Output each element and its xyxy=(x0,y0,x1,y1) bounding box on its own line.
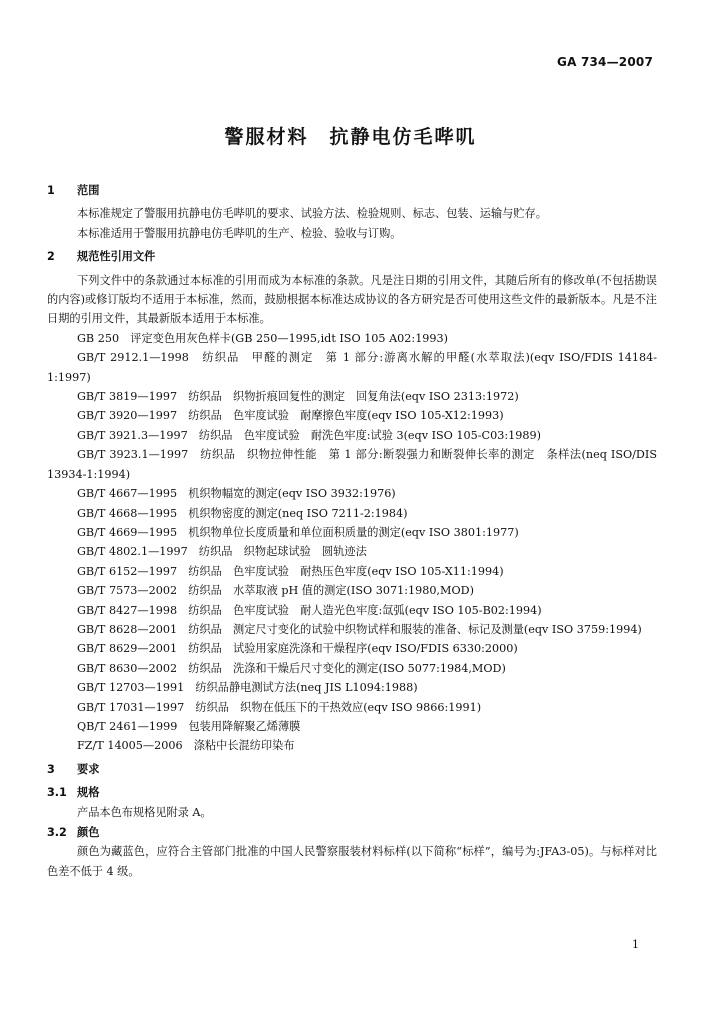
subsection-heading xyxy=(47,823,657,842)
reference-item: GB/T 3921.3—1997 纺织品 色牢度试验 耐洗色牢度:试验 3(eqv ISO 105-C03:1989) xyxy=(77,428,541,442)
reference-item: GB/T 6152—1997 纺织品 色牢度试验 耐热压色牢度(eqv ISO 105-X11:1994) xyxy=(77,564,504,578)
paragraph: 本标准适用于警服用抗静电仿毛哔叽的生产、检验、验收与订购。 xyxy=(77,226,402,240)
section-heading xyxy=(47,181,657,200)
document-body xyxy=(47,176,657,881)
page-number: 1 xyxy=(632,938,639,951)
reference-item: GB/T 8629—2001 纺织品 试验用家庭洗涤和干燥程序(eqv ISO/FDIS 6330:2000) xyxy=(77,642,518,656)
section-title: 规范性引用文件 xyxy=(77,250,156,264)
reference-item: GB/T 3923.1—1997 纺织品 织物拉伸性能 第 1 部分:断裂强力和断裂伸长率的测定 条样法(neq ISO/DIS 13934-1:1994) xyxy=(47,448,657,481)
reference-item: GB/T 4802.1—1997 纺织品 织物起球试验 圆轨迹法 xyxy=(77,545,367,559)
reference-item: GB/T 3819—1997 纺织品 织物折痕回复性的测定 回复角法(eqv ISO 2313:1972) xyxy=(77,390,519,404)
reference-item: FZ/T 14005—2006 涤粘中长混纺印染布 xyxy=(77,739,295,753)
reference-item: GB/T 17031—1997 纺织品 织物在低压下的干热效应(eqv ISO 9866:1991) xyxy=(77,700,482,714)
reference-item: GB/T 2912.1—1998 纺织品 甲醛的测定 第 1 部分:游离水解的甲醛(水萃取法)(eqv ISO/FDIS 14184-1:1997) xyxy=(47,351,657,384)
standard-number: GA 734—2007 xyxy=(557,55,653,69)
subsection-number: 3.1 xyxy=(47,786,67,800)
paragraph: 本标准规定了警服用抗静电仿毛哔叽的要求、试验方法、检验规则、标志、包装、运输与贮存。 xyxy=(77,207,547,221)
reference-item: GB/T 4667—1995 机织物幅宽的测定(eqv ISO 3932:1976) xyxy=(77,487,396,501)
reference-item: GB/T 4668—1995 机织物密度的测定(neq ISO 7211-2:1984) xyxy=(77,506,408,520)
reference-item: GB/T 8427—1998 纺织品 色牢度试验 耐人造光色牢度:氙弧(eqv ISO 105-B02:1994) xyxy=(77,603,542,617)
paragraph: 颜色为藏蓝色，应符合主管部门批准的中国人民警察服装材料标样(以下简称“标样”，编号为:JFA3-05)。与标样对比色差不低于 4 级。 xyxy=(47,845,657,878)
reference-item: GB/T 7573—2002 纺织品 水萃取液 pH 值的测定(ISO 3071:1980,MOD) xyxy=(77,584,474,598)
paragraph: 产品本色布规格见附录 A。 xyxy=(77,805,212,819)
reference-item: GB/T 8628—2001 纺织品 测定尺寸变化的试验中织物试样和服装的准备、标记及测量(eqv ISO 3759:1994) xyxy=(77,622,642,636)
section-number: 1 xyxy=(47,184,55,197)
section-title: 范围 xyxy=(77,184,100,197)
subsection-number: 3.2 xyxy=(47,826,67,839)
reference-item: GB/T 12703—1991 纺织品静电测试方法(neq JIS L1094:1988) xyxy=(77,681,418,695)
section-number: 3 xyxy=(47,762,55,776)
section-heading xyxy=(47,247,657,266)
reference-item: QB/T 2461—1999 包装用降解聚乙烯薄膜 xyxy=(77,719,301,733)
reference-item: GB/T 4669—1995 机织物单位长度质量和单位面积质量的测定(eqv ISO 3801:1977) xyxy=(77,525,519,539)
subsection-heading xyxy=(47,783,657,802)
section-title: 要求 xyxy=(77,762,100,776)
section-heading xyxy=(47,760,657,779)
subsection-title: 规格 xyxy=(77,786,100,800)
paragraph: 下列文件中的条款通过本标准的引用而成为本标准的条款。凡是注日期的引用文件，其随后所有的修改单(不包括勘误的内容)或修订版均不适用于本标准，然而，鼓励根据本标准达成协议的各方研究是否可使用这些文件的最新版本。凡是不注日期的引用文件，其最新版本适用于本标准。 xyxy=(47,273,657,326)
reference-item: GB 250 评定变色用灰色样卡(GB 250—1995,idt ISO 105 A02:1993) xyxy=(77,331,449,345)
section-number: 2 xyxy=(47,250,55,264)
document-title: 警服材料 抗静电仿毛哔叽 xyxy=(224,126,477,148)
reference-item: GB/T 8630—2002 纺织品 洗涤和干燥后尺寸变化的测定(ISO 5077:1984,MOD) xyxy=(77,661,506,675)
subsection-title: 颜色 xyxy=(77,826,100,839)
reference-item: GB/T 3920—1997 纺织品 色牢度试验 耐摩擦色牢度(eqv ISO 105-X12:1993) xyxy=(77,409,504,423)
